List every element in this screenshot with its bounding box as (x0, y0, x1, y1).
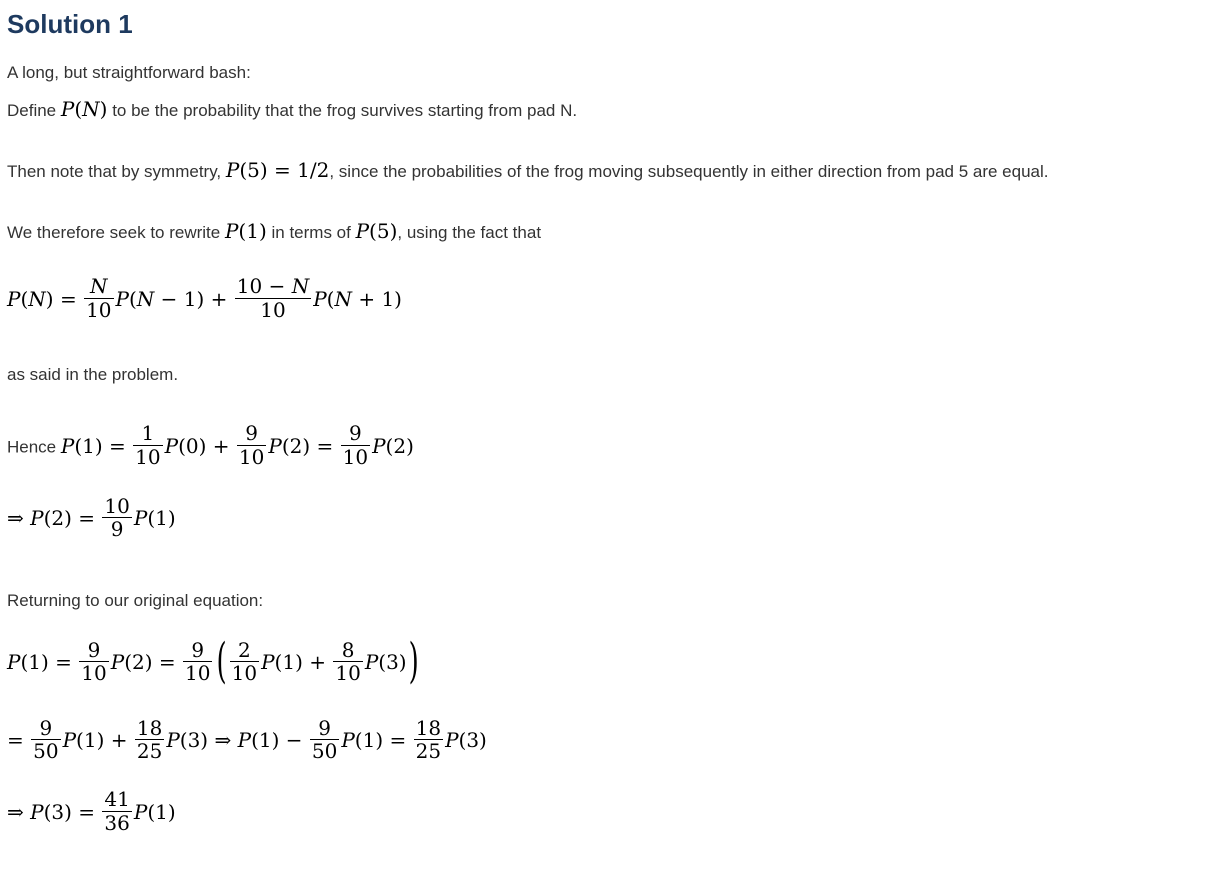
math-text: 25 (136, 738, 163, 763)
fraction-numerator (341, 422, 370, 444)
math-text: (2) = (124, 650, 183, 675)
math-text: ( (20, 286, 29, 311)
fraction-denominator (135, 739, 164, 762)
math-text: (1) = (354, 727, 413, 752)
math-fraction (102, 495, 131, 541)
math-text: 10 (185, 661, 211, 686)
math-expression (225, 219, 267, 243)
math-expression (60, 421, 414, 469)
math-big-paren: ) (408, 633, 419, 690)
math-fraction (31, 717, 60, 763)
math-text: 18 (415, 715, 442, 740)
fraction-denominator (341, 445, 370, 468)
fraction-denominator (102, 811, 131, 834)
math-text: − 1) + (154, 286, 234, 311)
text-run: We therefore seek to rewrite (7, 223, 225, 243)
math-fraction (333, 639, 362, 685)
fraction-numerator (183, 639, 212, 661)
fraction-numerator (237, 422, 266, 444)
math-text: ⇒ (7, 506, 31, 531)
math-text: 10 (238, 444, 265, 469)
text-run: to be the probability that the frog survives starting from pad N. (107, 100, 578, 120)
math-text: 41 (104, 787, 130, 812)
math-text: 10 (260, 297, 286, 322)
math-text: ) = (45, 286, 84, 311)
math-text: (5) = 1/2 (239, 158, 330, 183)
math-text: 10 (342, 444, 369, 469)
math-text: ⇒ (7, 799, 31, 824)
paragraph-bash (7, 62, 1197, 84)
math-text: (2) (385, 433, 414, 458)
math-variable: P (115, 286, 129, 311)
math-text: (3) (378, 650, 407, 675)
math-variable: P (30, 799, 44, 824)
math-text: 10 (104, 493, 130, 518)
math-text: 10 (135, 444, 161, 469)
fraction-numerator (230, 639, 259, 661)
fraction-denominator (235, 298, 311, 321)
math-text: 18 (136, 715, 163, 740)
equation-p1-expansion (7, 633, 1197, 690)
math-text: 10 − (236, 274, 292, 299)
text-run: Then note that by symmetry, (7, 162, 226, 182)
math-variable: P (364, 650, 379, 675)
fraction-denominator (414, 739, 443, 762)
math-text: 25 (415, 738, 442, 763)
math-variable: P (224, 219, 239, 244)
text-run: as said in the problem. (7, 365, 179, 385)
math-text: 10 (335, 661, 361, 686)
fraction-numerator (414, 717, 443, 739)
paragraph-define (7, 96, 1197, 122)
solution-heading: Solution 1 (7, 9, 133, 39)
math-variable: N (28, 286, 46, 311)
math-text: (1) = (74, 433, 133, 458)
math-text: (5) (369, 219, 398, 244)
fraction-numerator (102, 788, 131, 810)
math-text: (1) (238, 219, 267, 244)
math-text: (3) = (43, 799, 102, 824)
math-variable: P (60, 96, 75, 121)
text-run: Returning to our original equation: (7, 590, 264, 610)
fraction-numerator (310, 717, 339, 739)
text-run: in terms of (266, 223, 356, 243)
fraction-denominator (31, 739, 60, 762)
math-variable: P (225, 158, 240, 183)
math-text: (1) − (251, 727, 309, 752)
math-text: 9 (348, 421, 362, 446)
math-text: 10 (81, 661, 107, 686)
fraction-numerator (135, 717, 164, 739)
math-text: (1) (147, 506, 176, 531)
equation-recurrence (7, 274, 1197, 323)
paragraph-hence (7, 421, 1197, 470)
math-fraction (235, 275, 311, 321)
math-variable: P (7, 650, 21, 675)
math-variable: P (372, 433, 386, 458)
math-text: 9 (39, 715, 53, 740)
paragraph-symmetry (7, 157, 1197, 183)
math-fraction (79, 639, 108, 685)
math-fraction (84, 275, 113, 321)
math-text: (1) + (76, 727, 134, 752)
math-text: (0) + (178, 433, 236, 458)
fraction-numerator (31, 717, 60, 739)
text-run: Hence (7, 437, 61, 457)
math-text: 1 (141, 421, 155, 446)
math-text: ( (326, 286, 335, 311)
math-fraction (230, 639, 259, 685)
math-expression (7, 715, 487, 763)
math-fraction (237, 422, 266, 468)
paragraph-rewrite (7, 218, 1197, 244)
paragraph-as-said (7, 364, 1197, 386)
math-fraction (135, 717, 164, 763)
math-text: (2) = (281, 433, 340, 458)
fraction-denominator (333, 661, 362, 684)
fraction-numerator (79, 639, 108, 661)
math-fraction (183, 639, 212, 685)
math-text: (3) ⇒ (179, 727, 238, 752)
math-text: 9 (87, 637, 101, 662)
math-text: 10 (231, 661, 258, 686)
math-text: 9 (191, 637, 205, 662)
fraction-numerator (102, 495, 131, 517)
text-run: , since the probabilities of the frog moving subsequently in either direction from pad 5 are equal. (329, 162, 1049, 182)
math-text: ) (99, 96, 108, 121)
fraction-denominator (237, 445, 266, 468)
math-fraction (414, 717, 443, 763)
math-variable: P (355, 219, 370, 244)
math-fraction (310, 717, 339, 763)
math-variable: P (110, 650, 125, 675)
math-text: ( (74, 96, 83, 121)
math-variable: P (261, 650, 275, 675)
fraction-denominator (183, 661, 212, 684)
equation-simplify (7, 715, 1197, 765)
equation-p3 (7, 787, 1197, 836)
math-expression (226, 158, 329, 182)
math-variable: P (133, 506, 148, 531)
math-expression (7, 787, 176, 835)
fraction-denominator (102, 517, 131, 540)
math-fraction (341, 422, 370, 468)
math-variable: P (164, 433, 179, 458)
math-text: = (7, 727, 31, 752)
fraction-numerator (235, 275, 311, 297)
math-variable: P (313, 286, 327, 311)
fraction-denominator (79, 661, 108, 684)
fraction-denominator (230, 661, 259, 684)
math-variable: N (136, 286, 155, 311)
math-fraction (102, 788, 131, 834)
math-text: 8 (341, 637, 355, 662)
math-variable: P (30, 506, 44, 531)
math-variable: N (82, 96, 100, 121)
fraction-denominator (310, 739, 339, 762)
math-big-paren: ( (216, 633, 227, 690)
math-fraction (133, 422, 162, 468)
math-expression (356, 219, 398, 243)
math-variable: P (133, 799, 148, 824)
math-expression (61, 97, 108, 121)
math-text: (1) = (20, 650, 79, 675)
math-text: (2) = (43, 506, 102, 531)
fraction-numerator (333, 639, 362, 661)
math-text: 36 (104, 810, 130, 835)
math-text: 50 (311, 738, 338, 763)
math-text: 9 (110, 517, 124, 542)
math-text: 2 (237, 637, 251, 662)
paragraph-returning (7, 590, 1197, 612)
math-variable: N (291, 274, 310, 299)
fraction-denominator (133, 445, 162, 468)
math-text: 50 (33, 738, 59, 763)
fraction-numerator (84, 275, 113, 297)
text-run: A long, but straightforward bash: (7, 62, 251, 82)
equation-p2 (7, 493, 1197, 543)
math-variable: P (60, 433, 75, 458)
text-run: Define (7, 100, 61, 120)
math-text: 10 (86, 297, 112, 322)
text-run: , using the fact that (397, 223, 542, 243)
math-variable: P (7, 286, 21, 311)
math-variable: N (90, 274, 108, 299)
math-text: (1) (147, 799, 176, 824)
math-variable: P (268, 433, 282, 458)
fraction-numerator (133, 422, 162, 444)
math-variable: P (445, 727, 459, 752)
math-text: (3) (458, 727, 487, 752)
math-variable: P (341, 727, 355, 752)
math-variable: P (62, 727, 77, 752)
math-text: 9 (318, 715, 331, 740)
math-text: ( (128, 286, 137, 311)
fraction-denominator (84, 298, 113, 321)
math-variable: N (334, 286, 352, 311)
math-text: 9 (245, 421, 258, 446)
math-text: (1) + (274, 650, 333, 675)
math-expression (7, 633, 421, 690)
math-variable: P (166, 727, 180, 752)
math-expression (7, 493, 176, 542)
math-text: + 1) (351, 286, 402, 311)
math-expression (7, 274, 402, 322)
math-variable: P (237, 727, 252, 752)
